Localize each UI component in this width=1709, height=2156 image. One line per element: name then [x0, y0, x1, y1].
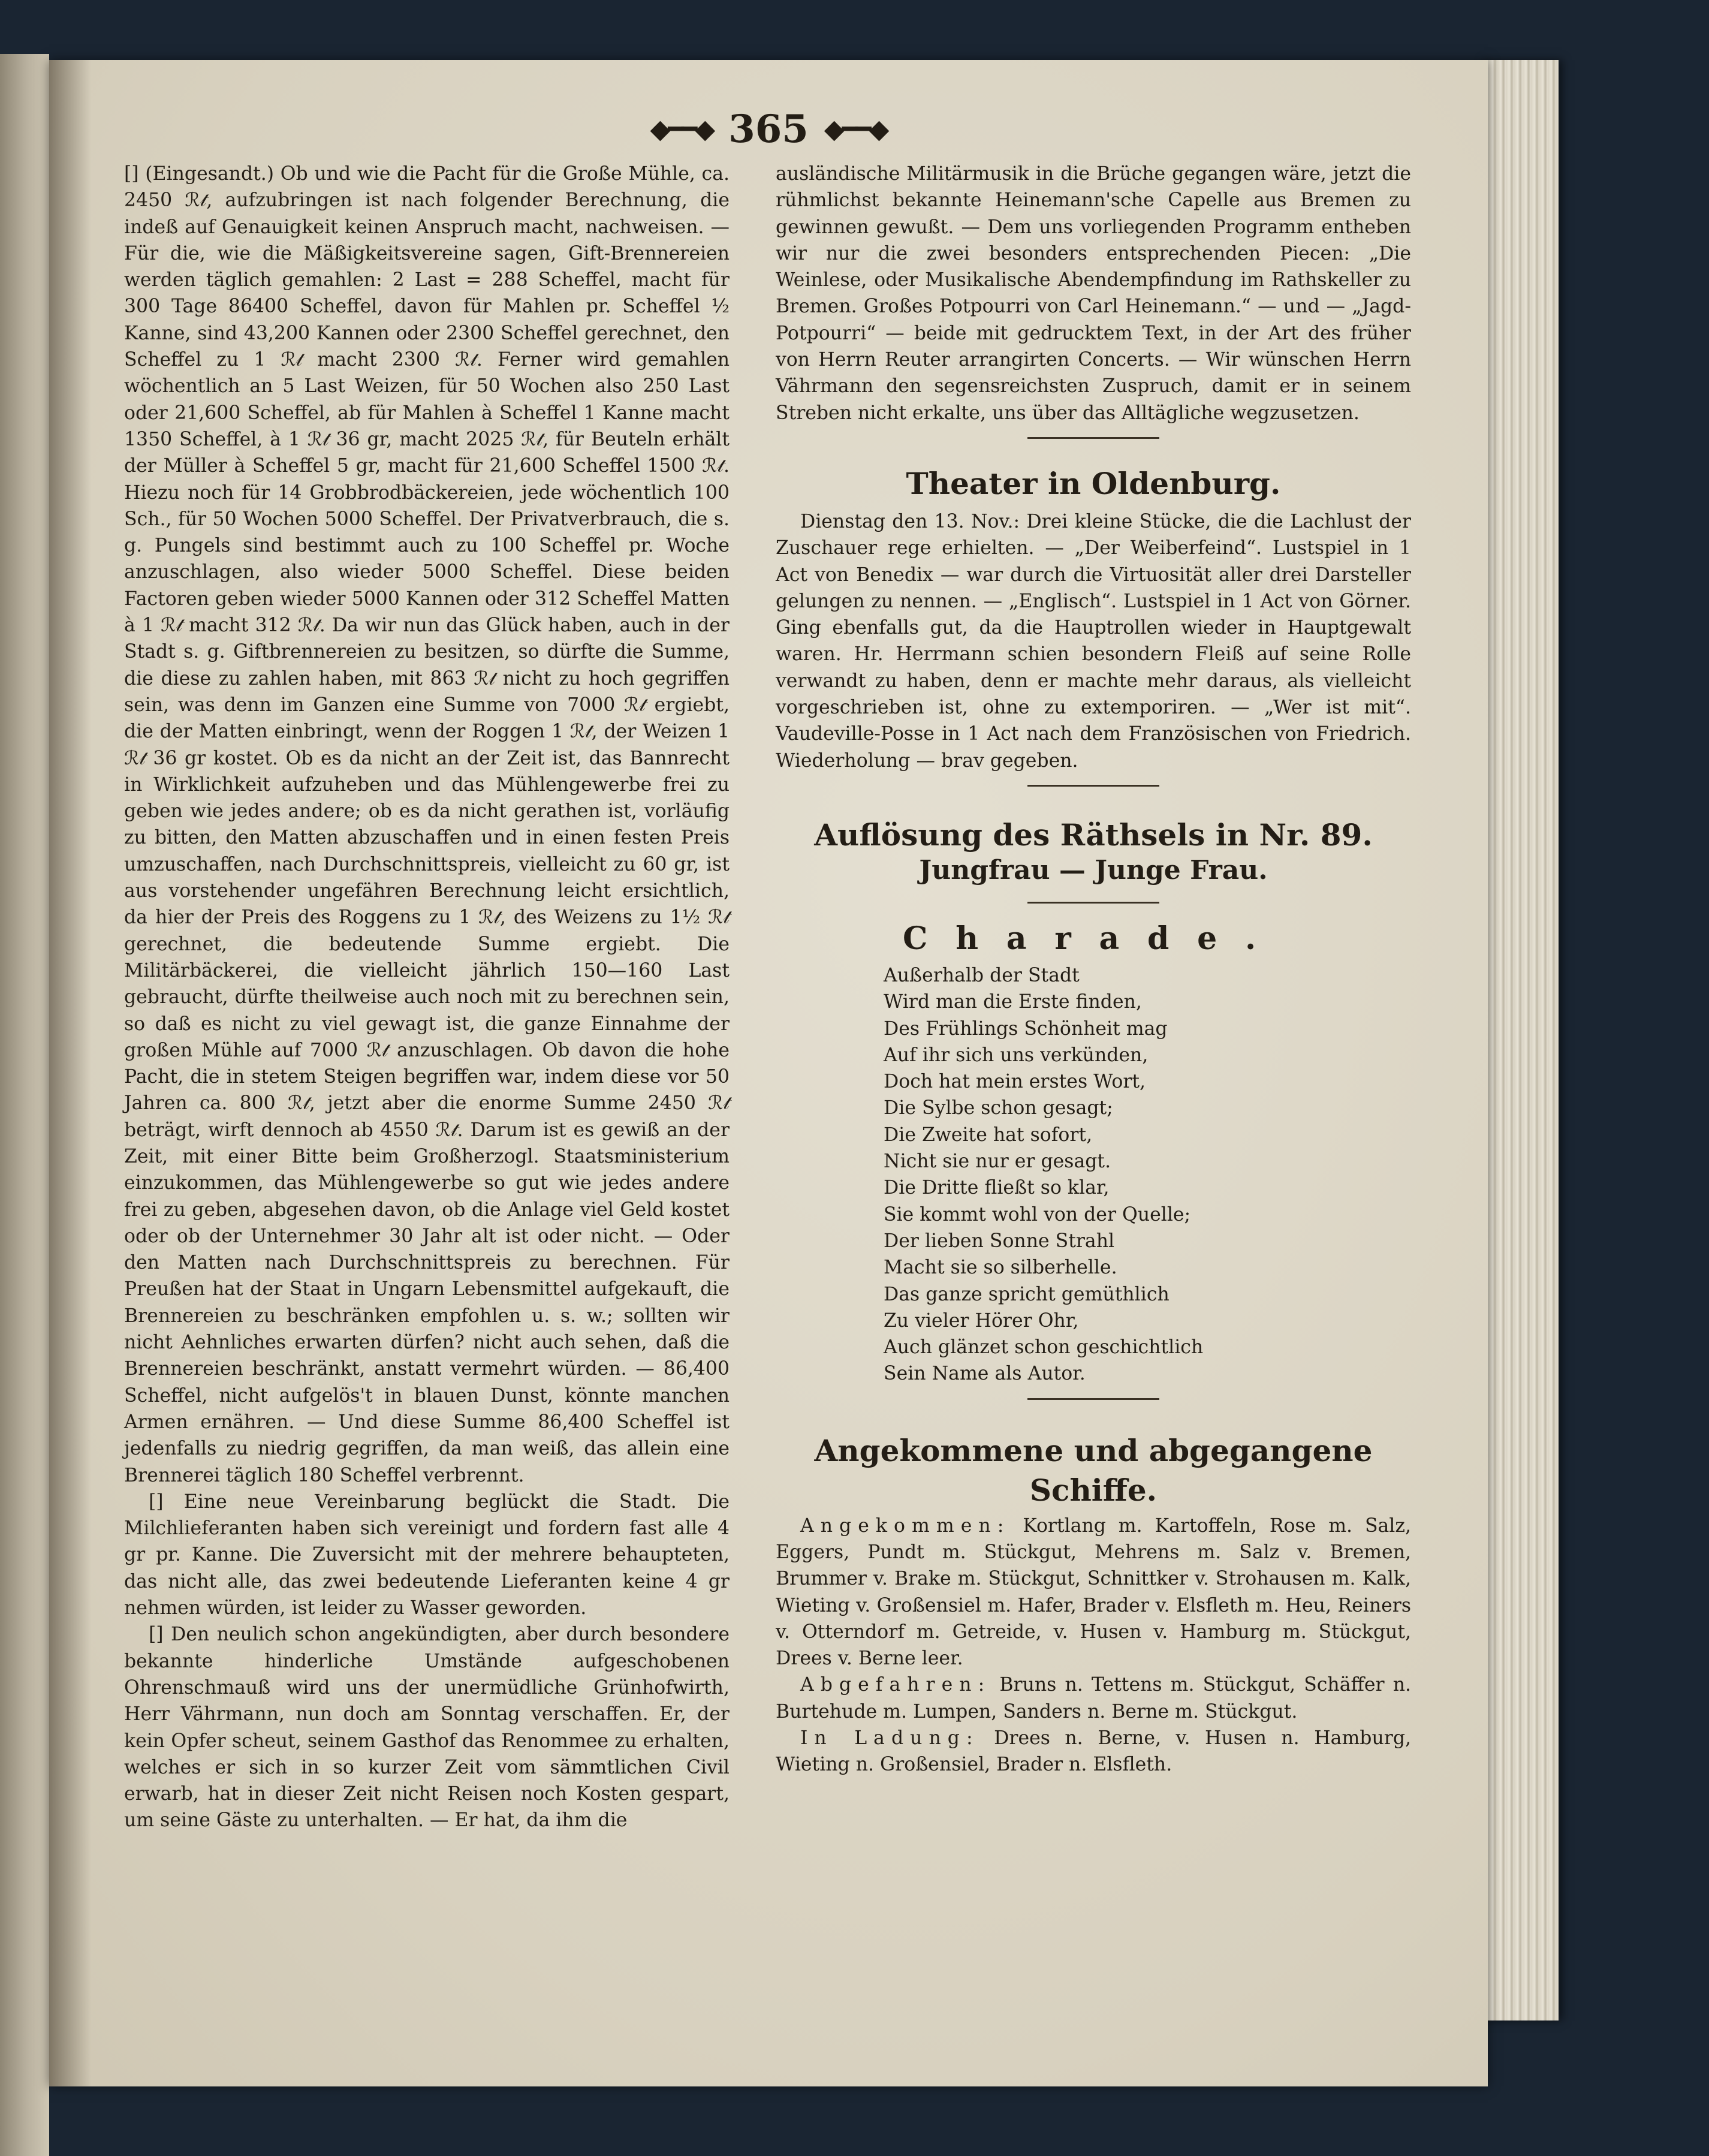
- ships-departed-label: Abgefahren:: [800, 1674, 991, 1696]
- article-concert: [] Den neulich schon angekündigten, aber durch besondere bekannte hinderliche Umstände aufgeschobenen Ohrenschmauß wird uns der unermüdliche Grünhofwirth, Herr Vährmann, nun doch am Sonntag verschaffen. Er, der kein Opfer scheut, seinem Gasthof das Renommee zu erhalten, welches er sich in so kurzer Zeit vom sämmtlichen Civil erwarb, hat in dieser Zeit nicht Reisen noch Kosten gespart, um seine Gäste zu unterhalten. — Er hat, da ihm die: [124, 1624, 730, 1832]
- ships-arrived: [776, 1513, 1411, 1672]
- page-header: [49, 102, 1488, 156]
- left-column: [124, 161, 730, 1834]
- theater-review: Dienstag den 13. Nov.: Drei kleine Stücke, die die Lachlust der Zuschauer rege erhielten. — „Der Weiberfeind“. Lustspiel in 1 Act von Benedix — war durch die Virtuosität aller drei Darsteller gelungen zu nennen. — „Englisch“. Lustspiel in 1 Act von Görner. Ging ebenfalls gut, da die Hauptrollen wieder in Hauptgewalt waren. Hr. Herrmann schien besondern Fleiß auf seine Rolle verwandt zu haben, denn er machte mehr daraus, als vielleicht vorgeschrieben ist, ohne zu extemporiren. — „Wer ist mit“. Vaudeville-Posse in 1 Act nach dem Französischen von Friedrich. Wiederholung — brav gegeben.: [776, 510, 1411, 772]
- ships-heading: Angekommene und abgegangene Schiffe.: [814, 1432, 1373, 1508]
- facing-page-edge: [0, 54, 49, 2156]
- charade-poem: [884, 962, 1411, 1387]
- theater-heading: Theater in Oldenburg.: [906, 465, 1281, 501]
- section-divider: [1027, 902, 1159, 904]
- ships-loading-label: In Ladung:: [800, 1727, 979, 1750]
- ships-departed: [776, 1672, 1411, 1725]
- header-ornament-right-icon: ◆━━◆: [824, 113, 887, 144]
- ships-departed-list: Bruns n. Tettens m. Stückgut, Schäffer n. Burtehude m. Lumpen, Sanders n. Berne m. Stückgut.: [776, 1674, 1411, 1723]
- poem-line: Wird man die Erste finden,: [884, 991, 1142, 1013]
- poem-line: Zu vieler Hörer Ohr,: [884, 1309, 1079, 1332]
- page-number: 365: [728, 106, 809, 152]
- newspaper-page: [49, 60, 1488, 2086]
- poem-line: Sie kommt wohl von der Quelle;: [884, 1203, 1191, 1225]
- poem-line: Auf ihr sich uns verkünden,: [884, 1044, 1149, 1066]
- poem-line: Die Dritte fließt so klar,: [884, 1177, 1110, 1199]
- ships-arrived-list: Kortlang m. Kartoffeln, Rose m. Salz, Eggers, Pundt m. Stückgut, Mehrens m. Salz v. Bremen, Brummer v. Brake m. Stückgut, Schnittker v. Strohausen m. Kalk, Wieting v. Großensiel m. Hafer, Brader v. Elsfleth m. Heu, Reiners v. Otterndorf m. Getreide, v. Husen v. Hamburg m. Stückgut, Drees v. Berne leer.: [776, 1514, 1411, 1670]
- poem-line: Macht sie so silberhelle.: [884, 1257, 1117, 1279]
- right-column: [776, 161, 1411, 1778]
- page-stack-edges: [1481, 60, 1559, 2021]
- section-divider: [1027, 785, 1159, 787]
- riddle-solution-answer: Jungfrau — Junge Frau.: [919, 854, 1268, 886]
- ships-loading-list: Drees n. Berne, v. Husen n. Hamburg, Wieting n. Großensiel, Brader n. Elsfleth.: [776, 1727, 1411, 1776]
- poem-line: Der lieben Sonne Strahl: [884, 1230, 1115, 1252]
- article-mill-lease: [] (Eingesandt.) Ob und wie die Pacht für die Große Mühle, ca. 2450 ℛ𝓉, aufzubringen ist nach folgender Berechnung, die indeß auf Genauigkeit keinen Anspruch macht, nachweisen. — Für die, wie die Mäßigkeitsvereine sagen, Gift-Brennereien werden täglich gemahlen: 2 Last = 288 Scheffel, macht für 300 Tage 86400 Scheffel, davon für Mahlen pr. Scheffel ½ Kanne, sind 43,200 Kannen oder 2300 Scheffel gerechnet, den Scheffel zu 1 ℛ𝓉 macht 2300 ℛ𝓉. Ferner wird gemahlen wöchentlich an 5 Last Weizen, für 50 Wochen also 250 Last oder 21,600 Scheffel, ab für Mahlen à Scheffel 1 Kanne macht 1350 Scheffel, à 1 ℛ𝓉 36 gr, macht 2025 ℛ𝓉, für Beuteln erhält der Müller à Scheffel 5 gr, macht für 21,600 Scheffel 1500 ℛ𝓉. Hiezu noch für 14 Grobbrodbäckereien, jede wöchentlich 100 Sch., für 50 Wochen 5000 Scheffel. Der Privatverbrauch, die s. g. Pungels sind bestimmt auch zu 100 Scheffel pr. Woche anzuschlagen, also wieder 5000 Scheffel. Diese beiden Factoren geben wieder 5000 Kannen oder 312 Scheffel Matten à 1 ℛ𝓉 macht 312 ℛ𝓉. Da wir nun das Glück haben, auch in der Stadt s. g. Giftbrennereien zu besitzen, so dürfte die Summe, die diese zu zahlen haben, mit 863 ℛ𝓉 nicht zu hoch gegriffen sein, was denn im Ganzen eine Summe von 7000 ℛ𝓉 ergiebt, die der Matten einbringt, wenn der Roggen 1 ℛ𝓉, der Weizen 1 ℛ𝓉 36 gr kostet. Ob es da nicht an der Zeit ist, das Bannrecht in Wirklichkeit aufzuheben und das Mühlengewerbe frei zu geben wie jedes andere; ob es da nicht gerathen ist, vorläufig zu bitten, den Matten abzuschaffen und in einen festen Preis umzuschaffen, nach Durchschnittspreis, vielleicht zu 60 gr, ist aus vorstehender ungefähren Berechnung leicht ersichtlich, da hier der Preis des Roggens zu 1 ℛ𝓉, des Weizens zu 1½ ℛ𝓉 gerechnet, die bedeutende Summe ergiebt. Die Militärbäckerei, die vielleicht jährlich 150—160 Last gebraucht, dürfte theilweise auch noch mit zu berechnen sein, so daß es nicht zu viel gewagt ist, die ganze Einnahme der großen Mühle auf 7000 ℛ𝓉 anzuschlagen. Ob davon die hohe Pacht, die in stetem Steigen begriffen war, indem diese vor 50 Jahren ca. 800 ℛ𝓉, jetzt aber die enorme Summe 2450 ℛ𝓉 beträgt, wirft dennoch ab 4550 ℛ𝓉. Darum ist es gewiß an der Zeit, mit einer Bitte beim Großherzogl. Staatsministerium einzukommen, das Mühlengewerbe so gut wie jedes andere frei zu geben, abgesehen davon, ob die Anlage viel Geld kostet oder ob der Unternehmer 30 Jahr alt ist oder nicht. — Oder den Matten nach Durchschnittspreis zu berechnen. Für Preußen hat der Staat in Ungarn Lebensmittel aufgekauft, die Brennereien zu beschränken empfohlen u. s. w.; sollten wir nicht Aehnliches erwarten dürfen? nicht auch sehen, daß die Brennereien beschränkt, anstatt vermehrt würden. — 86,400 Scheffel, nicht aufgelös't in blauen Dunst, könnte manchen Armen ernähren. — Und diese Summe 86,400 Scheffel ist jedenfalls zu niedrig gegriffen, da man weiß, das allein eine Brennerei täglich 180 Scheffel verbrennt.: [124, 163, 730, 1486]
- article-concert-continued: ausländische Militärmusik in die Brüche gegangen wäre, jetzt die rühmlichst bekannte Heinemann'sche Capelle aus Bremen zu gewinnen gewußt. — Dem uns vorliegenden Programm entheben wir nur die zwei besonders entsprechenden Piecen: „Die Weinlese, oder Musikalische Abendempfindung im Rathskeller zu Bremen. Großes Potpourri von Carl Heinemann.“ — und — „Jagd-Potpourri“ — beide mit gedrucktem Text, in der Art des früher von Herrn Reuter arrangirten Concerts. — Wir wünschen Herrn Vährmann den segensreichsten Zuspruch, damit er in seinem Streben nicht erkalte, uns über das Alltägliche wegzusetzen.: [776, 163, 1411, 424]
- section-divider: [1027, 437, 1159, 439]
- header-ornament-left-icon: ◆━━◆: [650, 113, 713, 144]
- poem-line: Nicht sie nur er gesagt.: [884, 1151, 1111, 1173]
- poem-line: Die Sylbe schon gesagt;: [884, 1097, 1113, 1119]
- section-divider: [1027, 1398, 1159, 1400]
- poem-line: Auch glänzet schon geschichtlich: [884, 1336, 1204, 1359]
- poem-line: Die Zweite hat sofort,: [884, 1124, 1093, 1146]
- riddle-solution-heading: Auflösung des Räthsels in Nr. 89.: [814, 817, 1373, 853]
- poem-line: Das ganze spricht gemüthlich: [884, 1283, 1170, 1305]
- charade-heading: Charade.: [903, 920, 1284, 957]
- poem-line: Außerhalb der Stadt: [884, 964, 1080, 986]
- poem-line: Doch hat mein erstes Wort,: [884, 1071, 1146, 1093]
- ships-arrived-label: Angekommen:: [800, 1514, 1011, 1537]
- gutter-shadow: [49, 60, 91, 2086]
- article-milk-suppliers: [] Eine neue Vereinbarung beglückt die Stadt. Die Milchlieferanten haben sich vereinigt und fordern fast alle 4 gr pr. Kanne. Die Zuversicht mit der mehrere behaupteten, das nicht alle, das zwei bedeutende Lieferanten keine 4 gr nehmen würden, ist leider zu Wasser geworden.: [124, 1490, 730, 1619]
- ships-loading: [776, 1725, 1411, 1778]
- poem-line: Des Frühlings Schönheit mag: [884, 1017, 1168, 1040]
- poem-line: Sein Name als Autor.: [884, 1363, 1086, 1385]
